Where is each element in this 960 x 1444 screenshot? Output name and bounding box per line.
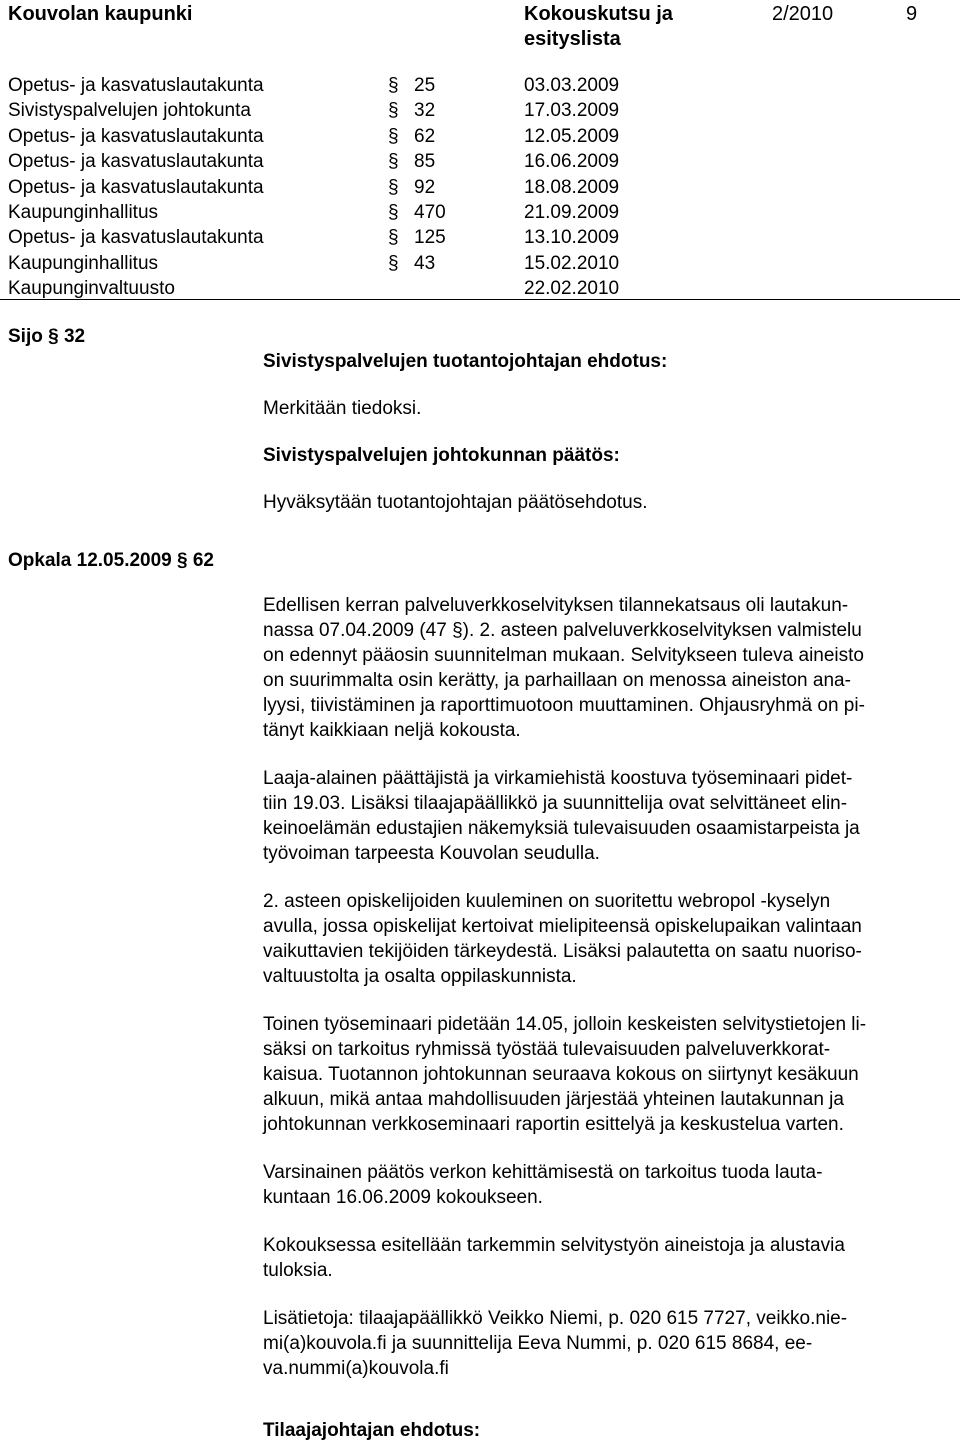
sijo-content xyxy=(263,349,953,515)
section-sign: § xyxy=(388,227,399,249)
history-body: Opetus- ja kasvatuslautakunta xyxy=(8,227,264,249)
history-date: 12.05.2009 xyxy=(524,125,620,147)
paragraph-line: tänyt kaikkiaan neljä kokousta. xyxy=(263,720,521,741)
section-sign: § xyxy=(388,151,399,173)
paragraph-line: Toinen työseminaari pidetään 14.05, jolloin keskeisten selvitystietojen li- xyxy=(263,1014,867,1035)
opkala-content xyxy=(263,570,953,1381)
paragraph-line: keinoelämän edustajien näkemyksiä tulevaisuuden osaamistarpeista ja xyxy=(263,818,860,839)
paragraph-line: lyysi, tiivistäminen ja raporttimuotoon muuttaminen. Ohjausryhmä on pi- xyxy=(263,695,865,716)
paragraph-line: Laaja-alainen päättäjistä ja virkamiehistä koostuva työseminaari pidet- xyxy=(263,768,853,789)
history-number: 32 xyxy=(414,100,436,122)
section-sign: § xyxy=(388,176,399,198)
history-body: Opetus- ja kasvatuslautakunta xyxy=(8,75,264,96)
history-row xyxy=(0,149,700,174)
history-body: Opetus- ja kasvatuslautakunta xyxy=(8,176,264,198)
paragraph-line: työvoiman tarpeesta Kouvolan seudulla. xyxy=(263,843,600,864)
paragraph-line: mi(a)kouvola.fi ja suunnittelija Eeva Nummi, p. 020 615 8684, ee- xyxy=(263,1333,813,1354)
paragraph-line: säksi on tarkoitus ryhmissä työstää tulevaisuuden palveluverkkorat- xyxy=(263,1039,831,1060)
history-date: 22.02.2010 xyxy=(524,278,620,300)
paragraph-line: va.nummi(a)kouvola.fi xyxy=(263,1358,449,1379)
history-row xyxy=(0,98,700,123)
history-body: Kaupunginhallitus xyxy=(8,201,159,223)
opkala-paragraph xyxy=(263,593,953,743)
history-number: 125 xyxy=(414,227,446,249)
paragraph-line: tiin 19.03. Lisäksi tilaajapäällikkö ja suunnittelija ovat selvittäneet elin- xyxy=(263,793,848,814)
history-body: Kaupunginvaltuusto xyxy=(8,278,175,300)
paragraph-line: vaikuttavien tekijöiden tärkeydestä. Lisäksi palautetta on saatu nuoriso- xyxy=(263,941,862,962)
history-number: 470 xyxy=(414,201,446,223)
paragraph-line: Varsinainen päätös verkon kehittämisestä on tarkoitus tuoda lauta- xyxy=(263,1162,823,1183)
section-sign: § xyxy=(388,100,399,122)
history-number: 43 xyxy=(414,252,436,274)
history-date: 18.08.2009 xyxy=(524,176,620,198)
paragraph-line: Kokouksessa esitellään tarkemmin selvitystyön aineistoja ja alustavia xyxy=(263,1235,845,1256)
history-date: 03.03.2009 xyxy=(524,75,620,96)
history-date: 21.09.2009 xyxy=(524,201,620,223)
paragraph-line: 2. asteen opiskelijoiden kuuleminen on suoritettu webropol -kyselyn xyxy=(263,891,831,912)
history-number: 62 xyxy=(414,125,436,147)
issue-number: 2/2010 xyxy=(772,3,834,25)
opkala-paragraph xyxy=(263,1306,953,1381)
section-sign: § xyxy=(388,75,399,96)
proposal-text: Merkitään tiedoksi. xyxy=(263,398,422,419)
paragraph-line: avulla, jossa opiskelijat kertoivat mielipiteensä opiskelupaikan valintaan xyxy=(263,916,862,937)
paragraph-line: nassa 07.04.2009 (47 §). 2. asteen palveluverkkoselvityksen valmistelu xyxy=(263,620,862,641)
history-number: 25 xyxy=(414,75,436,96)
paragraph-line: kaisua. Tuotannon johtokunnan seuraava kokous on siirtynyt kesäkuun xyxy=(263,1064,859,1085)
history-body: Sivistyspalvelujen johtokunta xyxy=(8,100,251,122)
history-date: 13.10.2009 xyxy=(524,227,620,249)
opkala-paragraph xyxy=(263,889,953,989)
history-number: 85 xyxy=(414,151,436,173)
opkala-section-label: Opkala 12.05.2009 § 62 xyxy=(8,550,214,571)
page-number: 9 xyxy=(906,3,918,25)
opkala-paragraph xyxy=(263,1233,953,1283)
paragraph-line: valtuustolta ja osalta oppilaskunnista. xyxy=(263,966,577,987)
paragraph-line: on suurimmalta osin kerätty, ja parhaillaan on menossa aineiston ana- xyxy=(263,670,851,691)
paragraph-line: kuntaan 16.06.2009 kokoukseen. xyxy=(263,1187,543,1208)
history-date: 16.06.2009 xyxy=(524,151,620,173)
section-sign: § xyxy=(388,201,399,223)
paragraph-line: alkuun, mikä antaa mahdollisuuden järjestää yhteinen lautakunnan ja xyxy=(263,1089,844,1110)
history-date: 17.03.2009 xyxy=(524,100,620,122)
section-divider xyxy=(0,299,960,300)
history-row xyxy=(0,251,700,276)
section-sign: § xyxy=(388,252,399,274)
paragraph-line: johtokunnan verkkoseminaari raportin esittelyä ja keskustelua varten. xyxy=(263,1114,844,1135)
history-number: 92 xyxy=(414,176,436,198)
history-row xyxy=(0,73,700,98)
section-sign: § xyxy=(388,125,399,147)
history-row xyxy=(0,200,700,225)
history-row xyxy=(0,124,700,149)
paragraph-line: Edellisen kerran palveluverkkoselvityksen tilannekatsaus oli lautakun- xyxy=(263,595,849,616)
history-row xyxy=(0,225,700,250)
decision-heading: Sivistyspalvelujen johtokunnan päätös: xyxy=(263,445,620,466)
opkala-paragraph xyxy=(263,1160,953,1210)
decision-history-table xyxy=(0,73,700,302)
history-date: 15.02.2010 xyxy=(524,252,620,274)
proposal-heading: Sivistyspalvelujen tuotantojohtajan ehdotus: xyxy=(263,351,668,372)
document-title: Kokouskutsu ja esityslista xyxy=(524,3,673,50)
decision-text: Hyväksytään tuotantojohtajan päätösehdotus. xyxy=(263,492,648,513)
paragraph-line: Lisätietoja: tilaajapäällikkö Veikko Niemi, p. 020 615 7727, veikko.nie- xyxy=(263,1308,848,1329)
paragraph-line: tuloksia. xyxy=(263,1260,333,1281)
history-body: Opetus- ja kasvatuslautakunta xyxy=(8,151,264,173)
history-body: Kaupunginhallitus xyxy=(8,252,159,274)
history-row xyxy=(0,175,700,200)
paragraph-line: on edennyt pääosin suunnitelman mukaan. Selvitykseen tuleva aineisto xyxy=(263,645,864,666)
sijo-section-label: Sijo § 32 xyxy=(8,326,86,347)
history-row xyxy=(0,276,700,301)
history-body: Opetus- ja kasvatuslautakunta xyxy=(8,125,264,147)
opkala-paragraph xyxy=(263,1012,953,1137)
organization-name: Kouvolan kaupunki xyxy=(8,3,193,25)
final-heading: Tilaajajohtajan ehdotus: xyxy=(263,1420,481,1441)
opkala-paragraph xyxy=(263,766,953,866)
